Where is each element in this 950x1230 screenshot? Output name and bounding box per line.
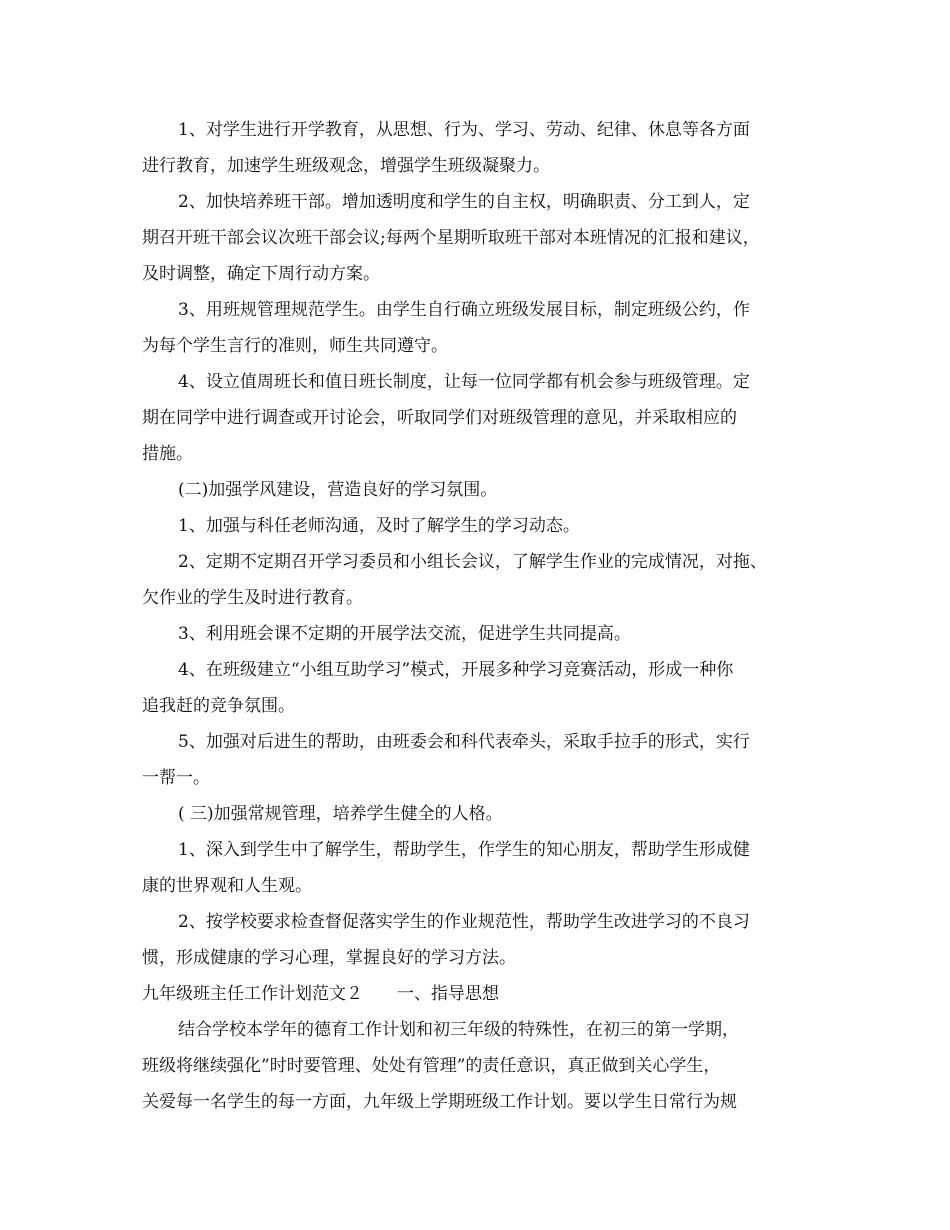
text-line: ( 三)加强常规管理，培养学生健全的人格。: [178, 804, 503, 824]
text-line: 4、在班级建立“小组互助学习”模式，开展多种学习竞赛活动，形成一种你: [178, 660, 734, 680]
text-line: 欠作业的学生及时进行教育。: [142, 588, 363, 608]
text-line: 康的世界观和人生观。: [142, 876, 312, 896]
paragraph: [142, 292, 822, 364]
text-line: 1、加强与科任老师沟通，及时了解学生的学习动态。: [178, 516, 580, 536]
text-line: 为每个学生言行的准则，师生共同遵守。: [142, 336, 448, 356]
paragraph: [142, 112, 822, 184]
paragraph: [142, 796, 822, 832]
text-line: 班级将继续强化”时时要管理、处处有管理”的责任意识，真正做到关心学生，: [142, 1056, 721, 1076]
text-line: 2、按学校要求检查督促落实学生的作业规范性，帮助学生改进学习的不良习: [178, 912, 750, 932]
paragraph: [142, 652, 822, 724]
text-line: 期在同学中进行调查或开讨论会，听取同学们对班级管理的意见，并采取相应的: [142, 408, 737, 428]
paragraph: [142, 724, 822, 796]
paragraph: [142, 976, 822, 1012]
text-line: 一帮一。: [142, 768, 210, 788]
paragraph: [142, 364, 822, 472]
text-line: (二)加强学风建设，营造良好的学习氛围。: [178, 480, 498, 500]
paragraph: [142, 184, 822, 292]
paragraph: [142, 472, 822, 508]
text-line: 1、深入到学生中了解学生，帮助学生，作学生的知心朋友，帮助学生形成健: [178, 840, 750, 860]
text-line: 措施。: [142, 444, 193, 464]
text-line: 九年级班主任工作计划范文２ 一、指导思想: [142, 984, 499, 1004]
text-line: 追我赶的竞争氛围。: [142, 696, 295, 716]
text-line: 3、用班规管理规范学生。由学生自行确立班级发展目标，制定班级公约，作: [178, 300, 750, 320]
text-line: 进行教育，加速学生班级观念，增强学生班级凝聚力。: [142, 156, 550, 176]
text-line: 1、对学生进行开学教育，从思想、行为、学习、劳动、纪律、休息等各方面: [178, 120, 750, 140]
paragraph: [142, 544, 822, 616]
text-line: 惯，形成健康的学习心理，掌握良好的学习方法。: [142, 948, 516, 968]
text-line: 2、加快培养班干部。增加透明度和学生的自主权，明确职责、分工到人，定: [178, 192, 750, 212]
paragraph: [142, 508, 822, 544]
text-line: 3、利用班会课不定期的开展学法交流，促进学生共同提高。: [178, 624, 631, 644]
paragraph: [142, 1012, 822, 1120]
text-line: 2、定期不定期召开学习委员和小组长会议，了解学生作业的完成情况，对拖、: [178, 552, 767, 572]
text-line: 4、设立值周班长和值日班长制度，让每一位同学都有机会参与班级管理。定: [178, 372, 750, 392]
text-line: 结合学校本学年的德育工作计划和初三年级的特殊性，在初三的第一学期，: [178, 1020, 739, 1040]
text-line: 5、加强对后进生的帮助，由班委会和科代表牵头，采取手拉手的形式，实行: [178, 732, 750, 752]
paragraph: [142, 832, 822, 904]
text-line: 及时调整，确定下周行动方案。: [142, 264, 380, 284]
paragraph: [142, 616, 822, 652]
document-body: [142, 112, 822, 1120]
paragraph: [142, 904, 822, 976]
text-line: 期召开班干部会议次班干部会议;每两个星期听取班干部对本班情况的汇报和建议，: [142, 228, 760, 248]
text-line: 关爱每一名学生的每一方面，九年级上学期班级工作计划。要以学生日常行为规: [142, 1092, 737, 1112]
